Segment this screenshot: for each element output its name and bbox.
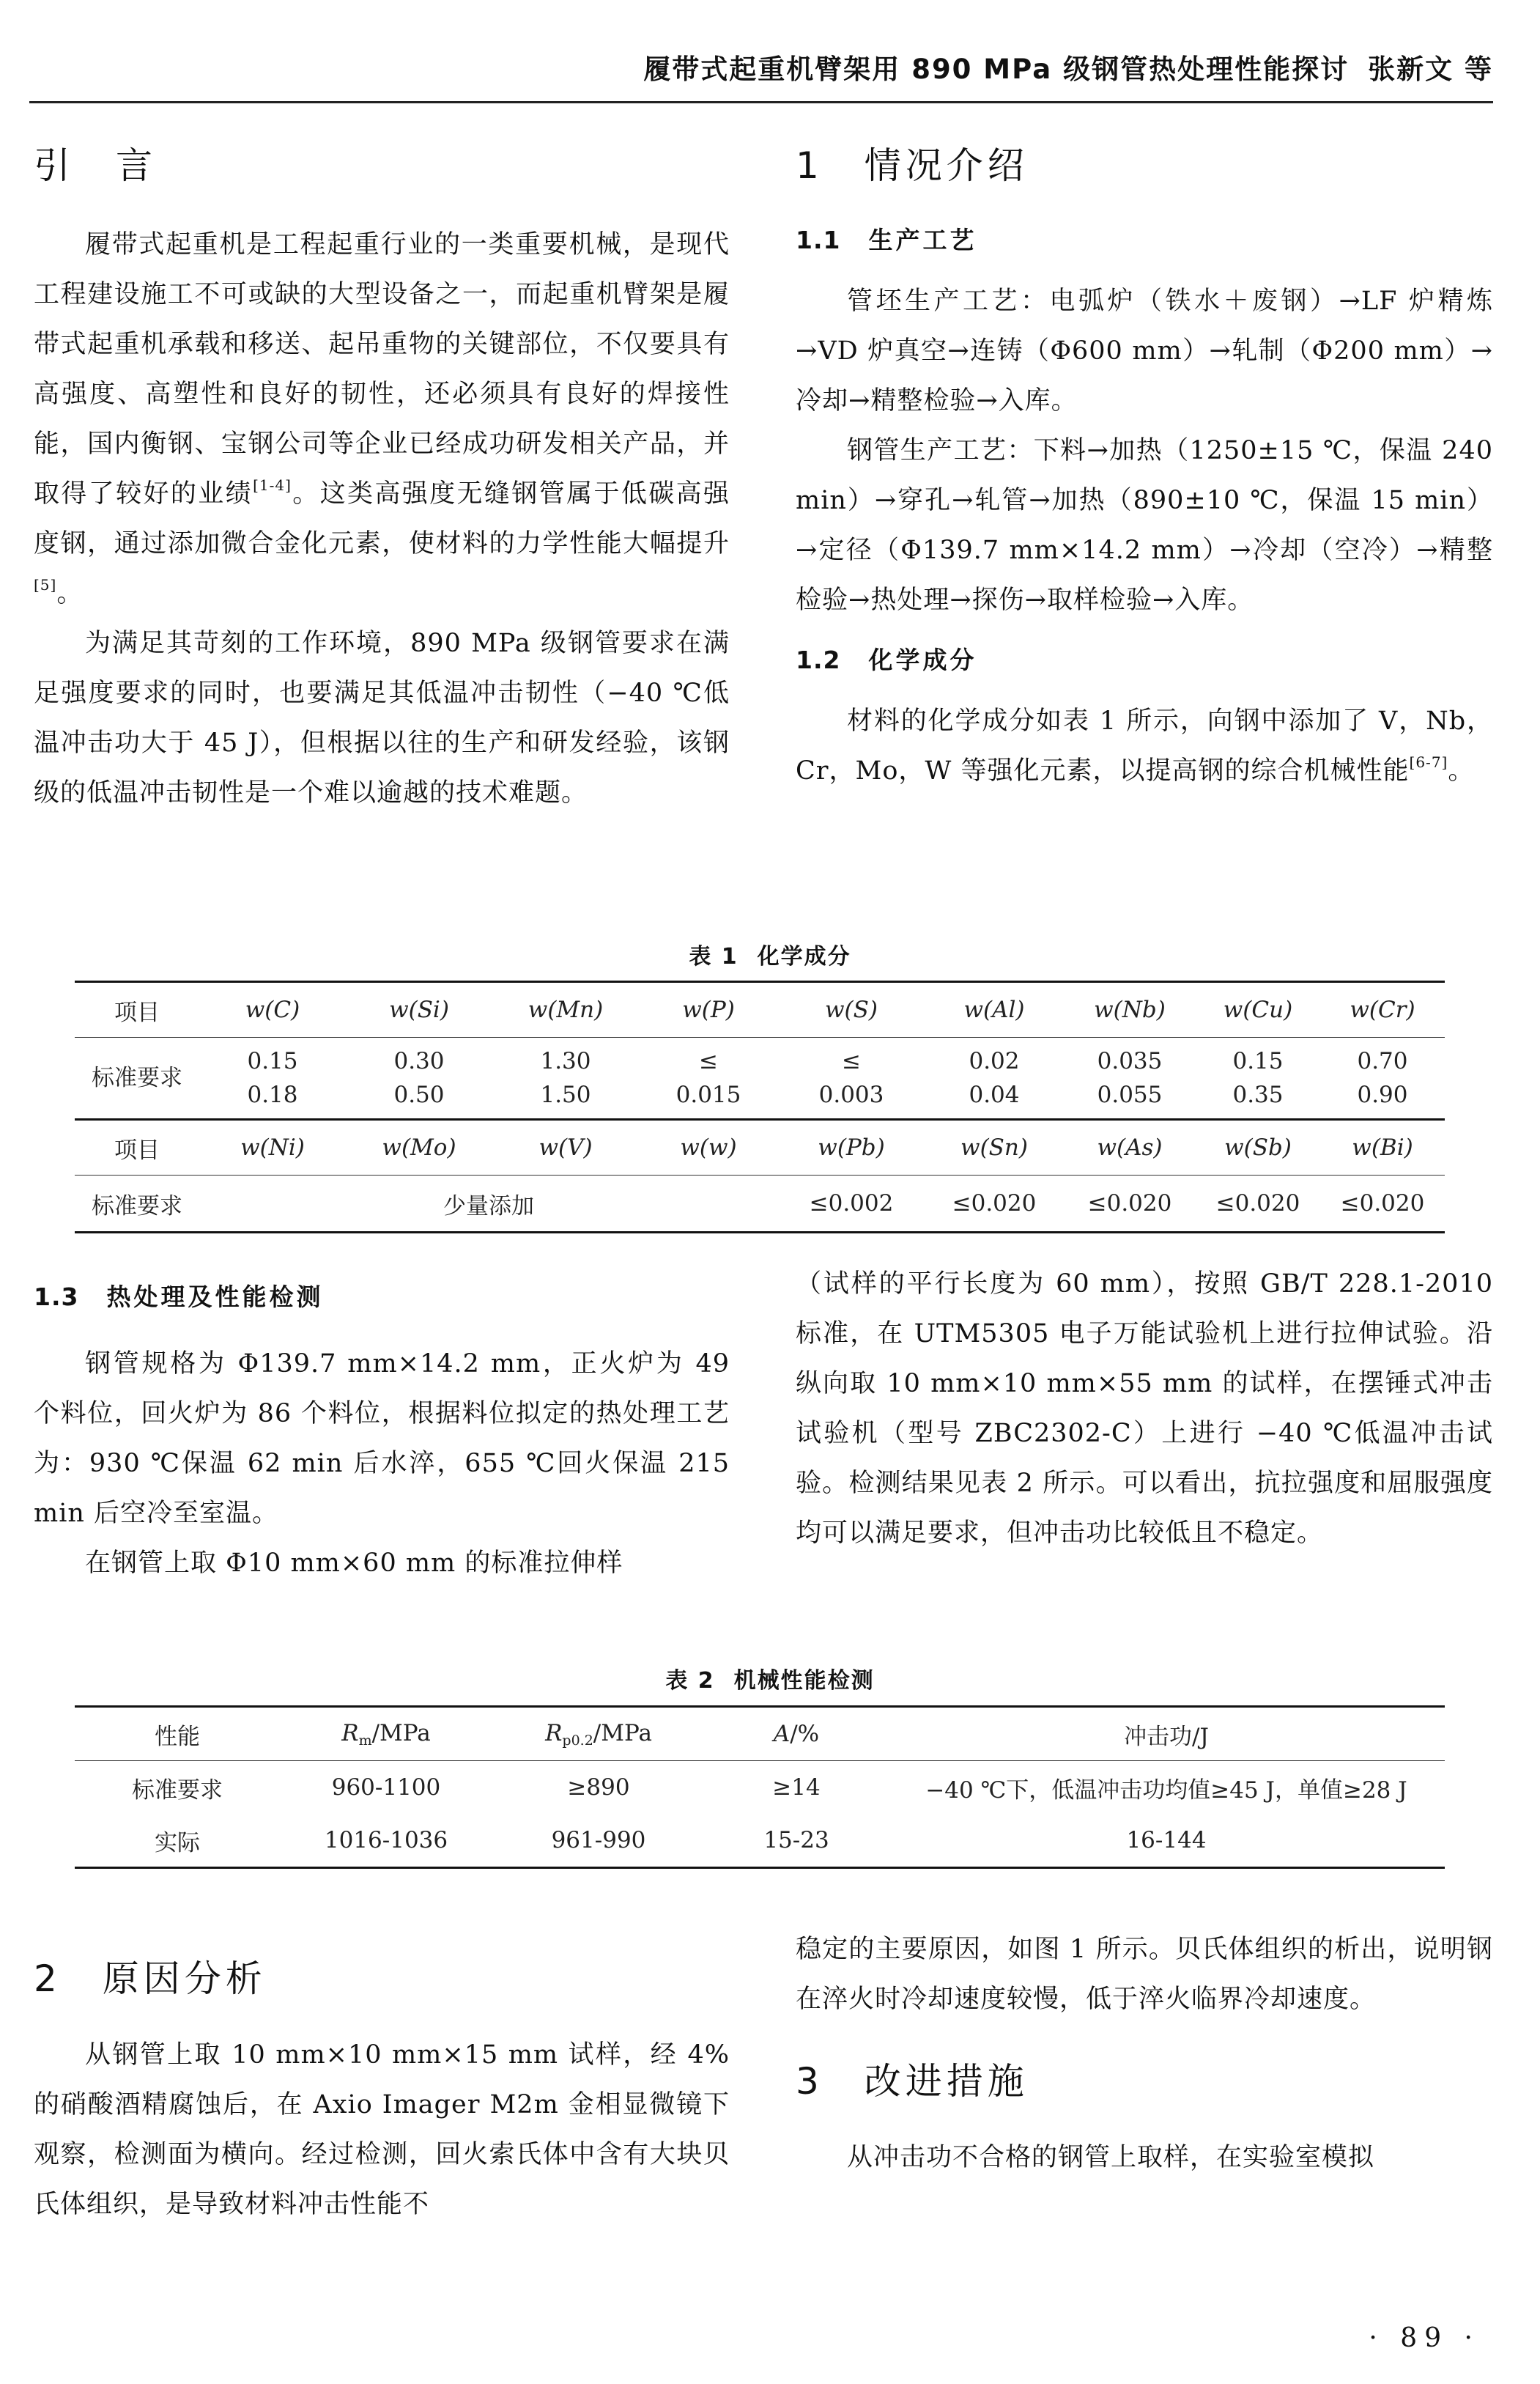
table-1-standard-row-2 — [75, 1176, 1445, 1233]
table-header: 性能 — [75, 1707, 280, 1761]
table-cell: ≤0.020 — [1320, 1176, 1445, 1233]
table-cell: ≤0.002 — [778, 1176, 925, 1233]
subsection-1-1-heading: 1.1 生产工艺 — [796, 226, 977, 254]
table-cell: 1.30 1.50 — [492, 1038, 639, 1120]
table-header: w(Cu) — [1196, 982, 1320, 1038]
table-cell: 标准要求 — [75, 1038, 199, 1120]
header-title: 履带式起重机臂架用 890 MPa 级钢管热处理性能探讨 — [643, 53, 1350, 85]
table-header: w(As) — [1064, 1120, 1196, 1176]
table-2-mechanical-properties — [75, 1705, 1445, 1869]
table-cell: 0.15 0.35 — [1196, 1038, 1320, 1120]
table-header: w(C) — [199, 982, 346, 1038]
table-cell: ≤0.020 — [1064, 1176, 1196, 1233]
table-cell: 0.30 0.50 — [346, 1038, 492, 1120]
section-3-heading: 3 改进措施 — [796, 2060, 1029, 2103]
table-cell: ≤ 0.003 — [778, 1038, 925, 1120]
header-rule — [29, 101, 1493, 103]
table-cell: 标准要求 — [75, 1176, 199, 1233]
tensile-paragraph-start: 在钢管上取 Φ10 mm×60 mm 的标准拉伸样 — [85, 1549, 623, 1578]
table-cell: 961-990 — [492, 1814, 705, 1868]
table-header: w(Cr) — [1320, 982, 1445, 1038]
table-cell: 16-144 — [888, 1814, 1445, 1868]
table-cell: ≥14 — [705, 1761, 888, 1815]
table-cell: ≥890 — [492, 1761, 705, 1815]
table-header: w(P) — [639, 982, 778, 1038]
table-cell: 0.70 0.90 — [1320, 1038, 1445, 1120]
table-cell: 0.035 0.055 — [1064, 1038, 1196, 1120]
table-cell: 0.02 0.04 — [925, 1038, 1064, 1120]
cause-analysis-continued: 稳定的主要原因，如图 1 所示。贝氏体组织的析出，说明钢在淬火时冷却速度较慢，低于淬火临界冷却速度。 — [796, 1935, 1493, 2014]
table-header: Rp0.2/MPa — [492, 1707, 705, 1761]
tensile-paragraph-continued: （试样的平行长度为 60 mm），按照 GB/T 228.1-2010 标准，在 UTM5305 电子万能试验机上进行拉伸试验。沿纵向取 10 mm×10 mm×55 mm 的试样，在摆锤式冲击试验机（型号 ZBC2302-C）上进行 −40 ℃低温冲击试验。检测结果见表 2 所示。可以看出，抗拉强度和屈服强度均可以满足要求，但冲击功比较低且不稳定。 — [796, 1269, 1493, 1548]
page-number: · 89 · — [1369, 2323, 1480, 2353]
table-cell: 标准要求 — [75, 1761, 280, 1815]
table-header: w(Sn) — [925, 1120, 1064, 1176]
section-2-heading: 2 原因分析 — [34, 1957, 267, 2000]
intro-heading: 引 言 — [34, 144, 157, 187]
table-2-header-row — [75, 1707, 1445, 1761]
intro-section — [34, 136, 730, 818]
cause-analysis-paragraph: 从钢管上取 10 mm×10 mm×15 mm 试样，经 4%的硝酸酒精腐蚀后，在 Axio Imager M2m 金相显微镜下观察，检测面为横向。经过检测，回火索氏体中含有大块贝氏体组织，是导致材料冲击性能不 — [34, 2040, 730, 2219]
table-header: w(Mo) — [346, 1120, 492, 1176]
subsection-1-2-heading: 1.2 化学成分 — [796, 646, 977, 674]
table-header: w(S) — [778, 982, 925, 1038]
table-header: A/% — [705, 1707, 888, 1761]
table-cell: 1016-1036 — [280, 1814, 492, 1868]
citation: [5] — [34, 576, 57, 594]
process-pipe-paragraph: 钢管生产工艺：下料→加热（1250±15 ℃，保温 240 min）→穿孔→轧管→加热（890±10 ℃，保温 15 min）→定径（Φ139.7 mm×14.2 mm）→冷却（空冷）→精整检验→热处理→探伤→取样检验→入库。 — [796, 436, 1493, 615]
section-1-heading: 1 情况介绍 — [796, 144, 1029, 187]
table-header: w(Mn) — [492, 982, 639, 1038]
subsection-1-3-heading: 1.3 热处理及性能检测 — [34, 1283, 324, 1311]
table-header: w(Bi) — [1320, 1120, 1445, 1176]
section-2 — [34, 1949, 730, 2229]
table-2-caption: 表 2 机械性能检测 — [665, 1668, 875, 1694]
table-cell: 实际 — [75, 1814, 280, 1868]
table-cell: −40 ℃下，低温冲击功均值≥45 J，单值≥28 J — [888, 1761, 1445, 1815]
table-cell: ≤0.020 — [925, 1176, 1064, 1233]
table-header: w(Al) — [925, 982, 1064, 1038]
table-header: w(w) — [639, 1120, 778, 1176]
subsection-1-3-continued — [796, 1259, 1493, 1558]
table-cell: 少量添加 — [199, 1176, 778, 1233]
section-2-3-right — [796, 1924, 1493, 2182]
table-header: w(Si) — [346, 982, 492, 1038]
chemistry-paragraph: 材料的化学成分如表 1 所示，向钢中添加了 V，Nb，Cr，Mo，W 等强化元素，以提高钢的综合机械性能[6-7]。 — [796, 706, 1493, 786]
table-1-header-row-2 — [75, 1120, 1445, 1176]
process-billet-paragraph: 管坯生产工艺：电弧炉（铁水＋废钢）→LF 炉精炼→VD 炉真空→连铸（Φ600 mm）→轧制（Φ200 mm）→冷却→精整检验→入库。 — [796, 287, 1493, 416]
table-header: w(Pb) — [778, 1120, 925, 1176]
intro-paragraph-1: 履带式起重机是工程起重行业的一类重要机械，是现代工程建设施工不可或缺的大型设备之一，而起重机臂架是履带式起重机承载和移送、起吊重物的关键部位，不仅要具有高强度、高塑性和良好的韧性，还必须具有良好的焊接性能，国内衡钢、宝钢公司等企业已经成功研发相关产品，并取得了较好的业绩[1-4]。这类高强度无缝钢管属于低碳高强度钢，通过添加微合金化元素，使材料的力学性能大幅提升[5]。 — [34, 230, 730, 608]
table-header: Rm/MPa — [280, 1707, 492, 1761]
table-cell: ≤0.020 — [1196, 1176, 1320, 1233]
table-1-standard-row-1 — [75, 1038, 1445, 1120]
intro-paragraph-2: 为满足其苛刻的工作环境，890 MPa 级钢管要求在满足强度要求的同时，也要满足其低温冲击韧性（−40 ℃低温冲击功大于 45 J），但根据以往的生产和研发经验，该钢级的低温冲击韧性是一个难以逾越的技术难题。 — [34, 629, 730, 808]
table-header: 冲击功/J — [888, 1707, 1445, 1761]
table-header: w(Ni) — [199, 1120, 346, 1176]
subsection-1-3 — [34, 1259, 730, 1588]
table-cell: 15-23 — [705, 1814, 888, 1868]
table-cell: 960-1100 — [280, 1761, 492, 1815]
table-1-header-row-1 — [75, 982, 1445, 1038]
table-header: w(Nb) — [1064, 982, 1196, 1038]
table-cell: 项目 — [75, 982, 199, 1038]
header-authors: 张新文 等 — [1368, 53, 1493, 85]
table-1-caption: 表 1 化学成分 — [689, 944, 851, 970]
table-header: w(Sb) — [1196, 1120, 1320, 1176]
table-cell: 0.15 0.18 — [199, 1038, 346, 1120]
table-header: w(V) — [492, 1120, 639, 1176]
table-cell: ≤ 0.015 — [639, 1038, 778, 1120]
citation: [6-7] — [1409, 753, 1448, 771]
running-header — [29, 47, 1493, 98]
table-1-chemical-composition — [75, 981, 1445, 1233]
table-2-actual-row — [75, 1814, 1445, 1868]
table-cell: 项目 — [75, 1120, 199, 1176]
heat-treatment-paragraph: 钢管规格为 Φ139.7 mm×14.2 mm，正火炉为 49 个料位，回火炉为 86 个料位，根据料位拟定的热处理工艺为：930 ℃保温 62 min 后水淬，655 ℃回火保温 215 min 后空冷至室温。 — [34, 1349, 730, 1528]
section-1 — [796, 136, 1493, 796]
table-2-standard-row — [75, 1761, 1445, 1815]
improvement-paragraph: 从冲击功不合格的钢管上取样，在实验室模拟 — [847, 2143, 1375, 2172]
citation: [1-4] — [253, 476, 292, 494]
